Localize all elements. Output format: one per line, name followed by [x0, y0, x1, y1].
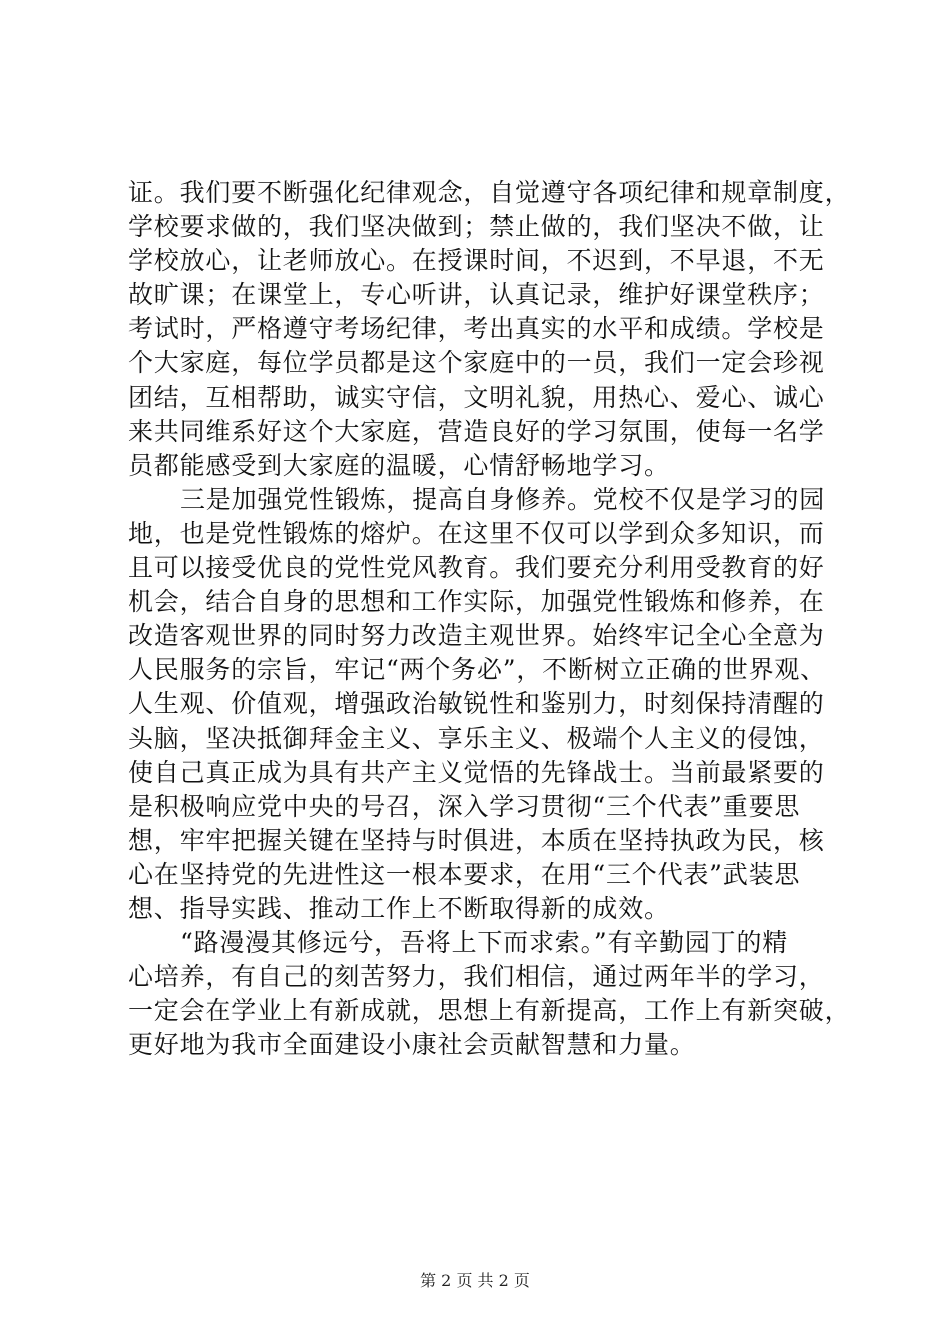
text-line: 想、指导实践、推动工作上不断取得新的成效。: [128, 893, 670, 923]
text-line: 机会，结合自身的思想和工作实际，加强党性锻炼和修养，在: [128, 587, 825, 617]
text-line: 个大家庭，每位学员都是这个家庭中的一员，我们一定会珍视: [128, 348, 825, 378]
text-line: 学校放心，让老师放心。在授课时间，不迟到，不早退，不无: [128, 246, 825, 276]
page-footer: 第 2 页 共 2 页: [420, 1271, 530, 1290]
text-line: 学校要求做的，我们坚决做到；禁止做的，我们坚决不做，让: [128, 212, 825, 242]
text-line: 地，也是党性锻炼的熔炉。在这里不仅可以学到众多知识，而: [128, 518, 825, 548]
text-line: 想，牢牢把握关键在坚持与时俱进，本质在坚持执政为民，核: [128, 825, 825, 855]
text-line: “路漫漫其修远兮，吾将上下而求索。”有辛勤园丁的精: [180, 928, 789, 958]
text-line: 是积极响应党中央的号召，深入学习贯彻“三个代表”重要思: [128, 791, 801, 821]
text-line: 考试时，严格遵守考场纪律，考出真实的水平和成绩。学校是: [128, 314, 825, 344]
text-line: 团结，互相帮助，诚实守信，文明礼貌，用热心、爱心、诚心: [128, 382, 825, 412]
document-body: [128, 176, 851, 1062]
text-line: 改造客观世界的同时努力改造主观世界。始终牢记全心全意为: [128, 621, 825, 651]
text-line: 心培养，有自己的刻苦努力，我们相信，通过两年半的学习，: [128, 962, 825, 992]
text-line: 更好地为我市全面建设小康社会贡献智慧和力量。: [128, 1030, 696, 1060]
text-line: 来共同维系好这个大家庭，营造良好的学习氛围，使每一名学: [128, 416, 825, 446]
text-line: 人民服务的宗旨，牢记“两个务必”，不断树立正确的世界观、: [128, 655, 826, 685]
text-line: 员都能感受到大家庭的温暖，心情舒畅地学习。: [128, 450, 670, 480]
text-line: 故旷课；在课堂上，专心听讲，认真记录，维护好课堂秩序；: [128, 280, 825, 310]
text-line: 三是加强党性锻炼，提高自身修养。党校不仅是学习的园: [180, 484, 826, 514]
text-line: 使自己真正成为具有共产主义觉悟的先锋战士。当前最紧要的: [128, 757, 825, 787]
text-line: 一定会在学业上有新成就，思想上有新提高，工作上有新突破，: [128, 996, 851, 1026]
text-line: 且可以接受优良的党性党风教育。我们要充分利用受教育的好: [128, 553, 825, 583]
text-line: 头脑，坚决抵御拜金主义、享乐主义、极端个人主义的侵蚀，: [128, 723, 825, 753]
text-line: 证。我们要不断强化纪律观念，自觉遵守各项纪律和规章制度，: [128, 178, 851, 207]
text-line: 心在坚持党的先进性这一根本要求，在用“三个代表”武装思: [128, 859, 801, 889]
text-line: 人生观、价值观，增强政治敏锐性和鉴别力，时刻保持清醒的: [128, 689, 825, 719]
